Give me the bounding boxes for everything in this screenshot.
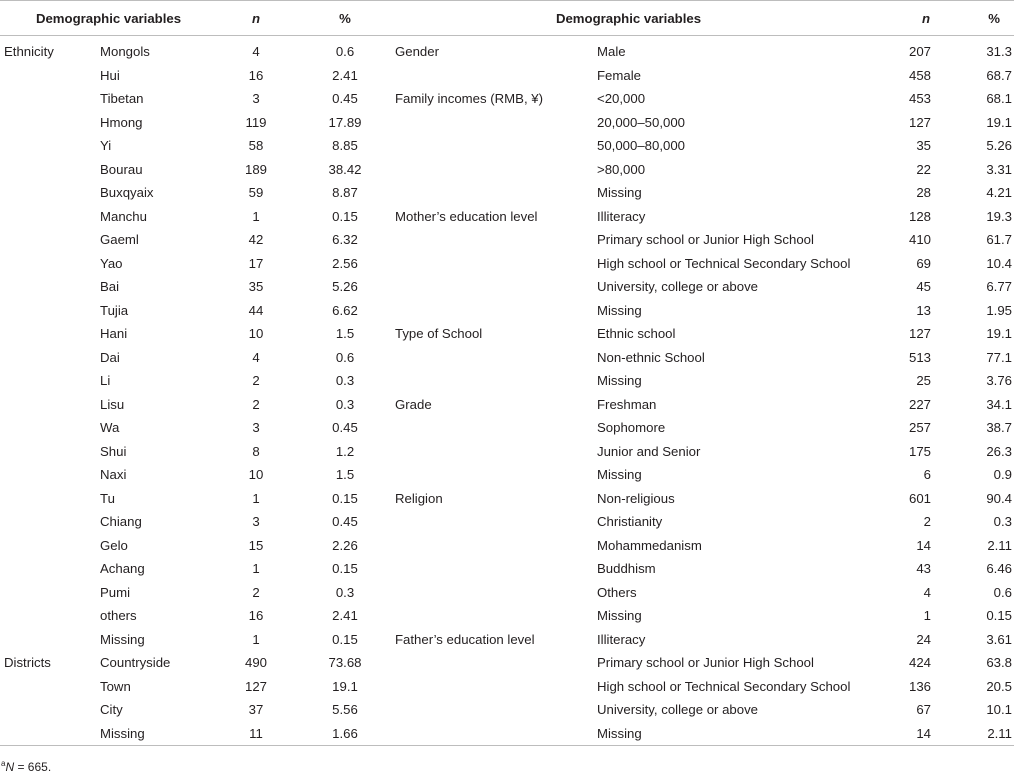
right-percent-cell: 3.76: [986, 373, 1012, 389]
right-percent-cell: 90.4: [986, 490, 1012, 506]
left-group-cell: [0, 722, 100, 746]
left-n-cell: 189: [244, 161, 267, 177]
right-group-cell: Father’s education level: [395, 631, 535, 647]
right-percent-cell: 6.46: [986, 561, 1012, 577]
right-n-cell: 207: [908, 44, 931, 60]
table-row: [0, 722, 1014, 746]
table-row: [0, 111, 1014, 135]
left-n-cell: 3: [252, 420, 260, 436]
left-category-cell: others: [100, 608, 137, 624]
left-percent-cell: 5.56: [332, 702, 358, 718]
table-row: [0, 369, 1014, 393]
left-n-cell: 1: [252, 490, 260, 506]
table-row: [0, 487, 1014, 511]
right-percent-cell: 63.8: [986, 655, 1012, 671]
right-n-cell: 257: [908, 420, 931, 436]
left-category-cell: Yao: [100, 255, 123, 271]
right-percent-cell: 4.21: [986, 185, 1012, 201]
table-row: [0, 581, 1014, 605]
left-group-cell: Ethnicity: [4, 44, 54, 60]
left-n-cell: 4: [252, 44, 260, 60]
left-group-cell: [0, 393, 100, 417]
left-group-cell: [0, 205, 100, 229]
left-category-cell: Tibetan: [100, 91, 144, 107]
right-percent-cell: 2.11: [987, 537, 1012, 553]
left-n-cell: 1: [252, 208, 260, 224]
left-percent-cell: 0.3: [335, 584, 355, 600]
right-percent-cell: 10.1: [986, 702, 1012, 718]
right-n-cell: 601: [908, 490, 931, 506]
right-n-cell: 24: [916, 631, 931, 647]
left-category-cell: Yi: [100, 138, 112, 154]
left-category-cell: City: [100, 702, 123, 718]
right-group-cell: Gender: [395, 44, 439, 60]
right-category-cell: Missing: [597, 373, 642, 389]
left-group-cell: [0, 510, 100, 534]
right-n-cell: 28: [916, 185, 931, 201]
left-percent-cell: 8.85: [332, 138, 358, 154]
header-left-percent: %: [295, 1, 395, 36]
right-group-cell: [395, 722, 597, 746]
right-category-cell: Missing: [597, 608, 642, 624]
left-category-cell: Hani: [100, 326, 128, 342]
left-n-cell: 11: [217, 722, 295, 746]
left-group-cell: [0, 416, 100, 440]
right-group-cell: Type of School: [395, 326, 483, 342]
left-percent-cell: 2.56: [332, 255, 358, 271]
table-row: [0, 252, 1014, 276]
left-group-cell: [0, 557, 100, 581]
left-n-cell: 8: [252, 443, 260, 459]
right-category-cell: University, college or above: [597, 702, 759, 718]
right-category-cell: Missing: [597, 185, 642, 201]
right-group-cell: [395, 111, 597, 135]
right-category-cell: Sophomore: [597, 420, 666, 436]
right-group-cell: [395, 581, 597, 605]
left-group-cell: [0, 181, 100, 205]
table-row: [0, 534, 1014, 558]
left-category-cell: Gaeml: [100, 232, 139, 248]
right-percent-cell: 31.3: [986, 44, 1012, 60]
header-right-n: n: [862, 1, 948, 36]
left-n-cell: 3: [252, 91, 260, 107]
right-n-cell: 1: [923, 608, 931, 624]
left-n-cell: 2: [252, 373, 260, 389]
left-category-cell: Town: [100, 678, 131, 694]
left-n-cell: 3: [252, 514, 260, 530]
left-percent-cell: 2.26: [332, 537, 358, 553]
left-n-cell: 44: [248, 302, 264, 318]
right-n-cell: 22: [916, 161, 931, 177]
left-category-cell: Shui: [100, 443, 127, 459]
table-row: [0, 440, 1014, 464]
right-percent-cell: 77.1: [986, 349, 1012, 365]
right-group-cell: [395, 134, 597, 158]
left-category-cell: Bourau: [100, 161, 143, 177]
left-category-cell: Wa: [100, 420, 120, 436]
right-group-cell: [395, 510, 597, 534]
right-percent-cell: 3.31: [986, 161, 1012, 177]
left-percent-cell: 0.15: [332, 490, 358, 506]
header-right-variables: Demographic variables: [395, 1, 862, 36]
table-row: [0, 463, 1014, 487]
right-category-cell: Others: [597, 584, 637, 600]
left-percent-cell: 8.87: [332, 185, 358, 201]
right-percent-cell: 19.3: [986, 208, 1012, 224]
left-category-cell: Missing: [100, 631, 145, 647]
footnote-symbol: N: [5, 760, 15, 774]
left-group-cell: [0, 275, 100, 299]
right-group-cell: [395, 604, 597, 628]
right-category-cell: Christianity: [597, 514, 663, 530]
left-n-cell: 490: [244, 655, 267, 671]
header-left-n: n: [217, 1, 295, 36]
right-n-cell: 127: [908, 114, 931, 130]
right-category-cell: Missing: [597, 722, 862, 746]
right-category-cell: <20,000: [597, 91, 646, 107]
left-n-cell: 4: [252, 349, 260, 365]
right-category-cell: Missing: [597, 467, 642, 483]
left-percent-cell: 38.42: [328, 161, 362, 177]
left-n-cell: 42: [248, 232, 264, 248]
right-category-cell: Illiteracy: [597, 631, 646, 647]
right-percent-cell: 19.1: [986, 326, 1012, 342]
left-n-cell: 127: [244, 678, 267, 694]
right-n-cell: 136: [908, 678, 931, 694]
left-category-cell: Missing: [100, 722, 217, 746]
left-group-cell: [0, 675, 100, 699]
right-group-cell: [395, 181, 597, 205]
right-group-cell: [395, 651, 597, 675]
left-category-cell: Hui: [100, 67, 120, 83]
right-group-cell: [395, 158, 597, 182]
left-percent-cell: 0.45: [332, 420, 358, 436]
right-n-cell: 6: [923, 467, 931, 483]
left-group-cell: [0, 228, 100, 252]
right-category-cell: Illiteracy: [597, 208, 646, 224]
right-group-cell: [395, 534, 597, 558]
left-n-cell: 10: [248, 326, 264, 342]
table-footnote: [1, 760, 51, 774]
left-group-cell: [0, 604, 100, 628]
table-row: [0, 134, 1014, 158]
right-percent-cell: 68.1: [986, 91, 1012, 107]
table-row: [0, 158, 1014, 182]
right-n-cell: 43: [916, 561, 931, 577]
right-group-cell: [395, 228, 597, 252]
right-percent-cell: 3.61: [986, 631, 1012, 647]
left-category-cell: Manchu: [100, 208, 147, 224]
left-category-cell: Achang: [100, 561, 145, 577]
left-percent-cell: 0.45: [332, 514, 358, 530]
table-row: [0, 393, 1014, 417]
right-group-cell: [395, 299, 597, 323]
left-percent-cell: 0.3: [335, 396, 355, 412]
left-percent-cell: 0.15: [332, 208, 358, 224]
left-category-cell: Gelo: [100, 537, 128, 553]
left-percent-cell: 0.3: [335, 373, 355, 389]
left-n-cell: 15: [248, 537, 264, 553]
left-n-cell: 17: [248, 255, 264, 271]
right-n-cell: 227: [908, 396, 931, 412]
right-n-cell: 410: [908, 232, 931, 248]
right-percent-cell: 68.7: [986, 67, 1012, 83]
left-percent-cell: 0.15: [332, 561, 358, 577]
right-group-cell: [395, 557, 597, 581]
right-category-cell: University, college or above: [597, 279, 759, 295]
right-category-cell: 50,000–80,000: [597, 138, 686, 154]
left-percent-cell: 17.89: [328, 114, 362, 130]
right-category-cell: Male: [597, 44, 626, 60]
right-group-cell: [395, 275, 597, 299]
right-group-cell: [395, 252, 597, 276]
right-category-cell: Primary school or Junior High School: [597, 232, 814, 248]
left-n-cell: 2: [252, 396, 260, 412]
right-n-cell: 128: [908, 208, 931, 224]
right-category-cell: Female: [597, 67, 641, 83]
right-percent-cell: 34.1: [986, 396, 1012, 412]
right-n-cell: 45: [916, 279, 931, 295]
left-percent-cell: 1.5: [335, 326, 355, 342]
left-percent-cell: 5.26: [332, 279, 358, 295]
right-group-cell: [395, 698, 597, 722]
table-row: [0, 416, 1014, 440]
table-row: [0, 64, 1014, 88]
right-category-cell: Missing: [597, 302, 642, 318]
right-percent-cell: 0.3: [993, 514, 1012, 530]
right-category-cell: Freshman: [597, 396, 657, 412]
table-header-row: [0, 1, 1014, 36]
left-group-cell: [0, 87, 100, 111]
right-n-cell: 67: [916, 702, 931, 718]
right-category-cell: High school or Technical Secondary School: [597, 255, 851, 271]
right-category-cell: Buddhism: [597, 561, 656, 577]
right-n-cell: 458: [908, 67, 931, 83]
right-percent-cell: 38.7: [986, 420, 1012, 436]
footnote-marker: a: [1, 759, 6, 768]
right-group-cell: [395, 346, 597, 370]
table-row: [0, 181, 1014, 205]
left-group-cell: [0, 369, 100, 393]
right-n-cell: 175: [908, 443, 931, 459]
footnote-text: = 665.: [14, 760, 52, 774]
right-n-cell: 14: [862, 722, 948, 746]
left-n-cell: 37: [248, 702, 264, 718]
right-group-cell: [395, 463, 597, 487]
right-n-cell: 453: [908, 91, 931, 107]
left-percent-cell: 6.32: [332, 232, 358, 248]
left-percent-cell: 6.62: [332, 302, 358, 318]
left-percent-cell: 0.15: [332, 631, 358, 647]
left-group-cell: [0, 440, 100, 464]
table-row: [0, 87, 1014, 111]
left-percent-cell: 0.45: [332, 91, 358, 107]
left-n-cell: 119: [245, 114, 267, 130]
right-percent-cell: 6.77: [986, 279, 1012, 295]
left-percent-cell: 1.66: [295, 722, 395, 746]
table-row: [0, 36, 1014, 64]
left-group-cell: [0, 346, 100, 370]
left-group-cell: [0, 134, 100, 158]
left-group-cell: [0, 252, 100, 276]
table-row: [0, 322, 1014, 346]
left-category-cell: Li: [100, 373, 111, 389]
left-percent-cell: 73.68: [328, 655, 362, 671]
table-row: [0, 604, 1014, 628]
right-group-cell: [395, 64, 597, 88]
right-group-cell: Grade: [395, 396, 432, 412]
table-row: [0, 698, 1014, 722]
right-group-cell: Family incomes (RMB, ¥): [395, 91, 544, 107]
left-group-cell: [0, 322, 100, 346]
right-percent-cell: 20.5: [986, 678, 1012, 694]
left-category-cell: Hmong: [100, 114, 143, 130]
right-group-cell: [395, 369, 597, 393]
table-row: [0, 557, 1014, 581]
left-n-cell: 1: [252, 631, 260, 647]
left-n-cell: 16: [248, 608, 264, 624]
right-category-cell: >80,000: [597, 161, 646, 177]
right-percent-cell: 10.4: [986, 255, 1012, 271]
left-category-cell: Pumi: [100, 584, 131, 600]
right-group-cell: [395, 416, 597, 440]
table-row: [0, 510, 1014, 534]
left-group-cell: [0, 299, 100, 323]
left-percent-cell: 1.2: [335, 443, 355, 459]
right-n-cell: 2: [923, 514, 931, 530]
table-row: [0, 275, 1014, 299]
left-category-cell: Mongols: [100, 44, 150, 60]
left-n-cell: 2: [252, 584, 260, 600]
left-category-cell: Naxi: [100, 467, 127, 483]
right-category-cell: 20,000–50,000: [597, 114, 686, 130]
left-n-cell: 1: [252, 561, 260, 577]
table-row: [0, 628, 1014, 652]
right-n-cell: 424: [908, 655, 931, 671]
right-category-cell: Junior and Senior: [597, 443, 701, 459]
left-category-cell: Dai: [100, 349, 120, 365]
right-group-cell: [395, 675, 597, 699]
left-percent-cell: 2.41: [332, 608, 358, 624]
right-percent-cell: 5.26: [986, 138, 1012, 154]
table-row: [0, 299, 1014, 323]
right-n-cell: 35: [916, 138, 931, 154]
right-n-cell: 14: [916, 537, 931, 553]
left-group-cell: [0, 111, 100, 135]
right-percent-cell: 0.9: [993, 467, 1012, 483]
left-n-cell: 16: [248, 67, 264, 83]
right-n-cell: 127: [908, 326, 931, 342]
left-n-cell: 35: [248, 279, 264, 295]
right-category-cell: Non-ethnic School: [597, 349, 705, 365]
right-category-cell: Mohammedanism: [597, 537, 702, 553]
right-category-cell: Non-religious: [597, 490, 675, 506]
right-n-cell: 513: [908, 349, 931, 365]
right-percent-cell: 2.11: [948, 722, 1014, 746]
right-group-cell: [395, 440, 597, 464]
right-percent-cell: 19.1: [986, 114, 1012, 130]
left-group-cell: [0, 628, 100, 652]
left-group-cell: [0, 158, 100, 182]
table-row: [0, 228, 1014, 252]
right-percent-cell: 0.6: [993, 584, 1012, 600]
left-group-cell: Districts: [4, 655, 51, 671]
left-group-cell: [0, 64, 100, 88]
right-category-cell: Ethnic school: [597, 326, 676, 342]
left-n-cell: 10: [248, 467, 264, 483]
left-percent-cell: 2.41: [332, 67, 358, 83]
left-category-cell: Lisu: [100, 396, 125, 412]
right-n-cell: 69: [916, 255, 931, 271]
left-percent-cell: 0.6: [335, 349, 355, 365]
table-body: [0, 36, 1014, 746]
header-right-percent: %: [948, 1, 1014, 36]
right-percent-cell: 0.15: [986, 608, 1012, 624]
left-category-cell: Chiang: [100, 514, 142, 530]
right-category-cell: High school or Technical Secondary School: [597, 678, 851, 694]
header-left-variables: Demographic variables: [0, 1, 217, 36]
right-percent-cell: 61.7: [986, 232, 1012, 248]
left-percent-cell: 1.5: [335, 467, 355, 483]
left-category-cell: Tu: [100, 490, 115, 506]
left-category-cell: Tujia: [100, 302, 129, 318]
left-percent-cell: 0.6: [335, 44, 355, 60]
left-group-cell: [0, 698, 100, 722]
right-n-cell: 4: [923, 584, 931, 600]
left-percent-cell: 19.1: [332, 678, 358, 694]
right-n-cell: 25: [916, 373, 931, 389]
left-group-cell: [0, 581, 100, 605]
left-category-cell: Countryside: [100, 655, 171, 671]
left-n-cell: 59: [248, 185, 264, 201]
right-percent-cell: 26.3: [986, 443, 1012, 459]
left-n-cell: 58: [248, 138, 264, 154]
right-n-cell: 13: [916, 302, 931, 318]
left-category-cell: Bai: [100, 279, 120, 295]
right-group-cell: Religion: [395, 490, 443, 506]
right-category-cell: Primary school or Junior High School: [597, 655, 814, 671]
left-group-cell: [0, 534, 100, 558]
table-row: [0, 346, 1014, 370]
right-group-cell: Mother’s education level: [395, 208, 538, 224]
table-row: [0, 205, 1014, 229]
right-percent-cell: 1.95: [986, 302, 1012, 318]
left-group-cell: [0, 463, 100, 487]
table-row: [0, 675, 1014, 699]
table-row: [0, 651, 1014, 675]
left-category-cell: Buxqyaix: [100, 185, 154, 201]
left-group-cell: [0, 487, 100, 511]
